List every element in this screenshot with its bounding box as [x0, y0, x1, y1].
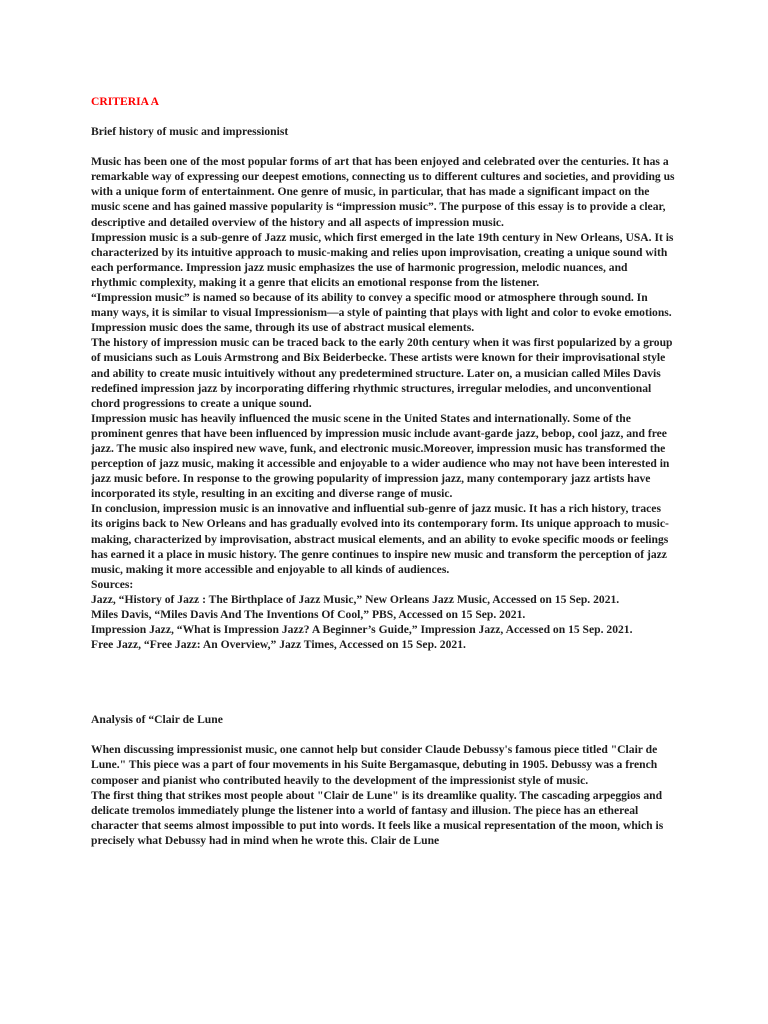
paragraph: Impression music is a sub-genre of Jazz music, which first emerged in the late 19th century in New Orleans, USA. It is characterized by its intuitive approach to music-making and relies upon improvisation, creating a unique sound with each performance. Impression jazz music emphasizes the use of harmonic progression, melodic nuances, and rhythmic complexity, making it a genre that elicits an emotional response from the listener. — [91, 230, 674, 289]
criteria-heading: CRITERIA A — [91, 95, 159, 108]
source-item: Free Jazz, “Free Jazz: An Overview,” Jazz Times, Accessed on 15 Sep. 2021. — [91, 638, 466, 652]
paragraph: The history of impression music can be traced back to the early 20th century when it was first popularized by a group of musicians such as Louis Armstrong and Bix Beiderbecke. These artists were known for their improvisational style and ability to create music intuitively without any predetermined structure. Later on, a musician called Miles Davis redefined impression jazz by incorporating differing rhythmic structures, irregular melodies, and unconventional chord progressions to create a unique sound. — [91, 336, 673, 410]
source-item: Miles Davis, “Miles Davis And The Inventions Of Cool,” PBS, Accessed on 15 Sep. 2021. — [91, 608, 526, 621]
paragraph: “Impression music” is named so because of its ability to convey a specific mood or atmosphere through sound. In many ways, it is similar to visual Impressionism—a style of painting that plays with light and color to evoke emotions. Impression music does the same, through its use of abstract musical elements. — [91, 291, 672, 335]
paragraph: In conclusion, impression music is an innovative and influential sub-genre of jazz music. It has a rich history, traces its origins back to New Orleans and has gradually evolved into its contemporary form. Its unique approach to music-making, characterized by improvisation, abstract musical elements, and an ability to evoke specific moods or feelings has earned it a place in music history. The genre continues to inspire new music and transform the perception of jazz music, making it more accessible and enjoyable to all kinds of audiences. — [91, 502, 669, 576]
source-item: Impression Jazz, “What is Impression Jazz? A Beginner’s Guide,” Impression Jazz, Accessed on 15 Sep. 2021. — [91, 623, 633, 637]
sources-label: Sources: — [91, 577, 134, 591]
paragraph: The first thing that strikes most people about "Clair de Lune" is its dreamlike quality. The cascading arpeggios and delicate tremolos immediately plunge the listener into a world of fantasy and illusion. The piece has an ethereal character that seems almost impossible to put into words. It feels like a musical representation of the moon, which is precisely what Debussy had in mind when he wrote this. Clair de Lune — [91, 788, 664, 847]
paragraph: Music has been one of the most popular forms of art that has been enjoyed and celebrated over the centuries. It has a remarkable way of expressing our deepest emotions, connecting us to different cultures and societies, and providing us with a unique form of entertainment. One genre of music, in particular, that has made a significant impact on the music scene and has gained massive popularity is “impression music”. The purpose of this essay is to provide a clear, descriptive and detailed overview of the history and all aspects of impression music. — [91, 155, 675, 229]
source-item: Jazz, “History of Jazz : The Birthplace of Jazz Music,” New Orleans Jazz Music, Accessed on 15 Sep. 2021. — [91, 592, 620, 606]
document-page — [91, 94, 675, 848]
paragraph: Impression music has heavily influenced the music scene in the United States and internationally. Some of the prominent genres that have been influenced by impression music include avant-garde jazz, bebop, cool jazz, and free jazz. The music also inspired new wave, funk, and electronic music.Moreover, impression music has transformed the perception of jazz music, making it accessible and enjoyable to a wider audience who may not have been interested in jazz music before. In response to the growing popularity of impression jazz, many contemporary jazz artists have incorporated its style, resulting in an exciting and diverse range of music. — [91, 411, 670, 501]
section-title-analysis: Analysis of “Clair de Lune — [91, 713, 223, 727]
paragraph: When discussing impressionist music, one cannot help but consider Claude Debussy's famous piece titled "Clair de Lune." This piece was a part of four movements in his Suite Bergamasque, debuting in 1905. Debussy was a french composer and pianist who contributed heavily to the development of the impressionist style of music. — [91, 743, 658, 787]
section-title-history: Brief history of music and impressionist — [91, 125, 289, 139]
